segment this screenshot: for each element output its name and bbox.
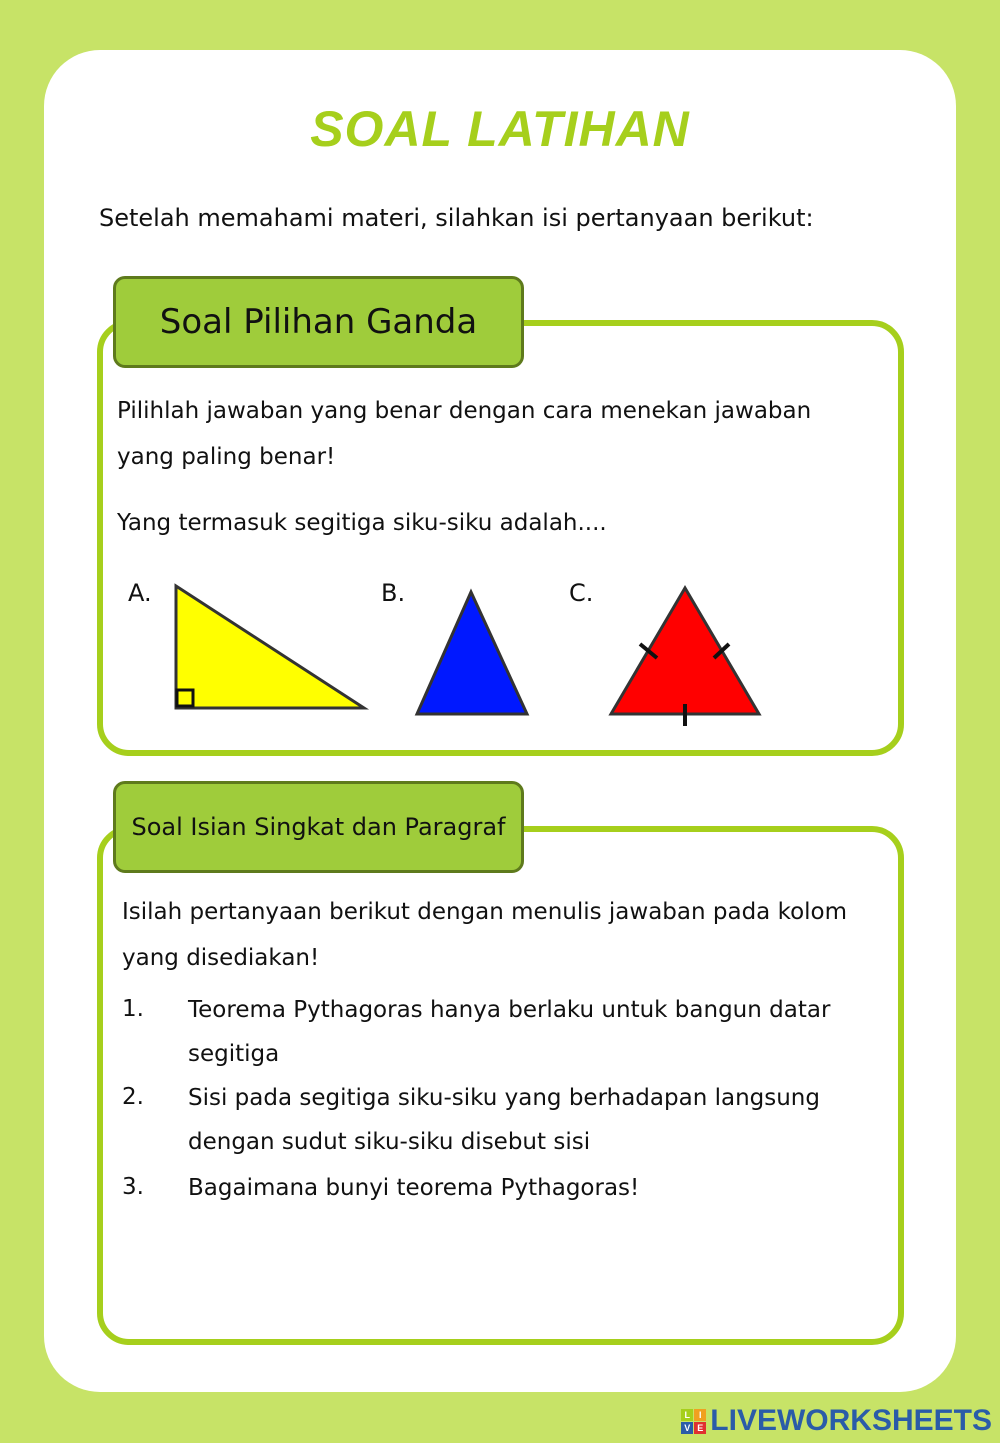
short-answer-instruction: Isilah pertanyaan berikut dengan menulis jawaban pada kolom yang disediakan! [122,899,848,971]
question-3-text: Bagaimana bunyi teorema Pythagoras! [188,1175,640,1201]
question-2-number: 2. [122,1084,144,1110]
brand-name: LIVEWORKSHEETS [710,1404,992,1437]
page-title: SOAL LATIHAN [310,101,690,157]
option-c-label[interactable]: C. [569,579,594,607]
multiple-choice-tab: Soal Pilihan Ganda [113,276,524,368]
question-2-text: Sisi pada segitiga siku-siku yang berhadapan langsung dengan sudut siku-siku disebut sisi [188,1085,820,1155]
option-a-right-triangle[interactable] [170,582,370,714]
option-c-equilateral-triangle[interactable] [607,584,763,730]
option-b-label[interactable]: B. [381,579,406,607]
multiple-choice-question: Yang termasuk segitiga siku-siku adalah.... [117,510,607,536]
liveworksheets-logo-icon: L I V E [681,1409,706,1434]
question-1-number: 1. [122,996,144,1022]
question-1-text: Teorema Pythagoras hanya berlaku untuk bangun datar segitiga [188,997,831,1067]
multiple-choice-instruction: Pilihlah jawaban yang benar dengan cara menekan jawaban yang paling benar! [117,398,812,470]
intro-text: Setelah memahami materi, silahkan isi pertanyaan berikut: [99,204,814,232]
option-b-isosceles-triangle[interactable] [413,588,531,718]
liveworksheets-brand [681,1404,992,1438]
option-a-label[interactable]: A. [128,579,152,607]
short-answer-tab: Soal Isian Singkat dan Paragraf [113,781,524,873]
question-3-number: 3. [122,1174,144,1200]
